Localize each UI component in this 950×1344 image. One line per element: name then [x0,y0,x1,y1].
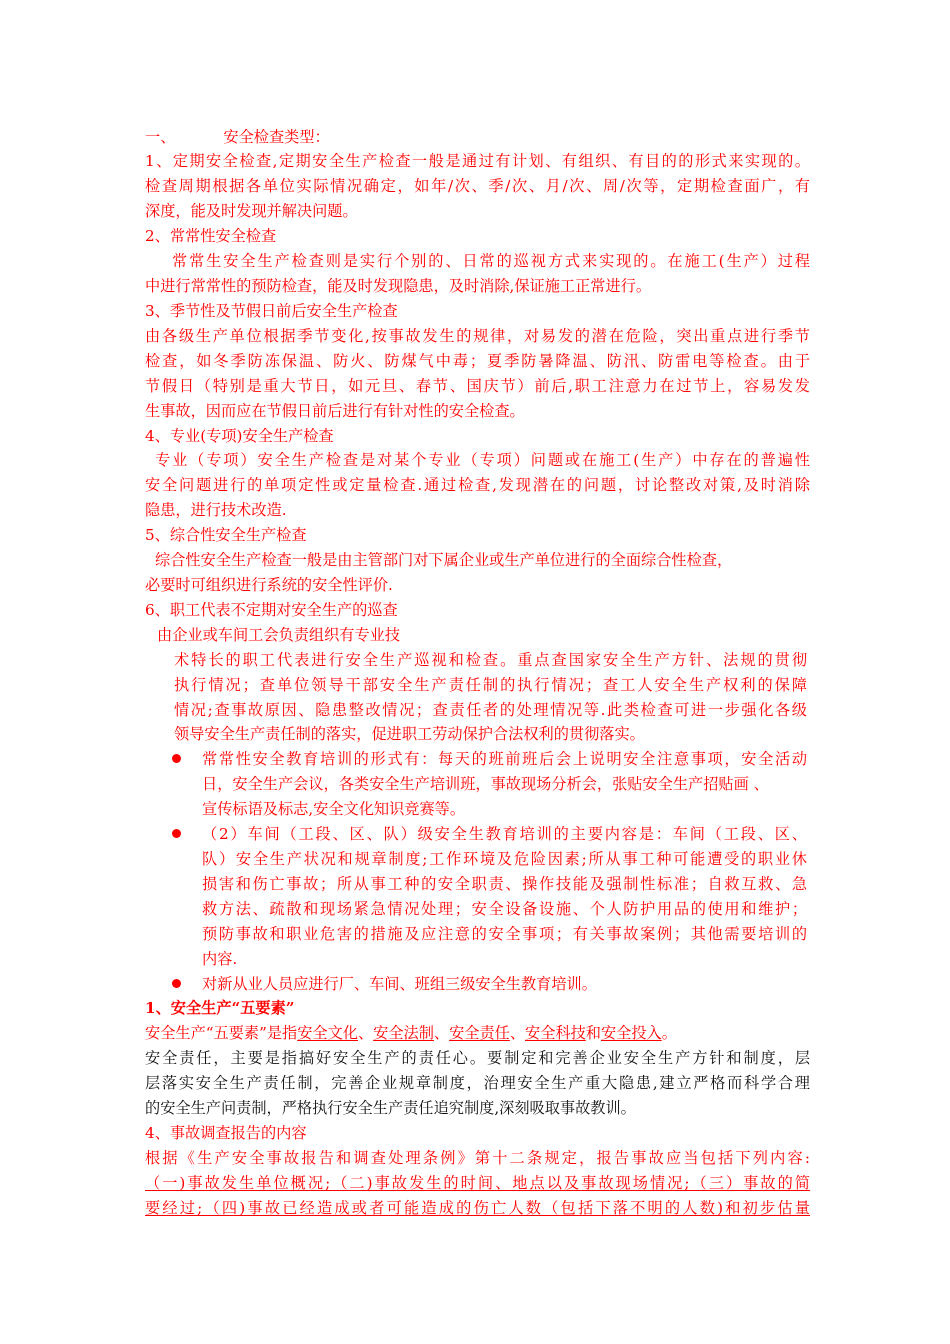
five-elements-intro [145,1023,677,1043]
bullet-1-line-3: 宣传标语及标志,安全文化知识竞赛等。 [202,800,466,818]
para-6-line-3: 执行情况；查单位领导干部安全生产责任制的执行情况；查工人安全生产权利的保障 [174,676,807,694]
period: 。 [661,1024,677,1042]
para-6-line-2: 术特长的职工代表进行安全生产巡视和检查。重点查国家安全生产方针、法规的贯彻 [174,651,807,669]
heading-6: 6、职工代表不定期对安全生产的巡查 [145,601,398,619]
para-6-line-1: 由企业或车间工会负责组织有专业技 [157,626,400,644]
responsibility-line-1: 安全责任，主要是指搞好安全生产的责任心。要制定和完善企业安全生产方针和制度，层 [145,1049,810,1067]
heading-5: 5、综合性安全生产检查 [145,526,307,544]
para-3-line-3: 节假日（特别是重大节日，如元旦、春节、国庆节）前后,职工注意力在过节上，容易发发 [145,377,810,395]
section-number: 一、 [145,128,176,146]
para-5-line-2: 必要时可组织进行系统的安全性评价. [145,576,393,594]
para-1-line-3: 深度，能及时发现并解决问题。 [145,202,358,220]
report-line-1: 根据《生产安全事故报告和调查处理条例》第十二条规定，报告事故应当包括下列内容: [145,1149,810,1167]
bullet-2-line-6: 内容. [202,950,238,968]
bullet-dot-2 [172,829,181,838]
para-3-line-4: 生事故，因而应在节假日前后进行有针对性的安全检查。 [145,402,525,420]
bullet-3-line-1: 对新从业人员应进行厂、车间、班组三级安全生教育培训。 [202,975,597,993]
para-4-line-2: 安全问题进行的单项定性或定量检查.通过检查,发现潜在的问题，讨论整改对策,及时消除 [145,476,810,494]
bullet-2-line-3: 损害和伤亡事故；所从事工种的安全职责、操作技能及强制性标准；自救互救、急 [202,875,807,893]
para-3-line-2: 检查，如冬季防冻保温、防火、防煤气中毒；夏季防暑降温、防汛、防雷电等检查。由于 [145,352,810,370]
report-line-2: （一)事故发生单位概况;（二)事故发生的时间、地点以及事故现场情况;（三）事故的简 [145,1174,810,1192]
section-title-text: 安全检查类型： [223,128,330,146]
bullet-2-line-2: 队）安全生产状况和规章制度;工作环境及危险因素;所从事工种可能遭受的职业休 [202,850,807,868]
keyword-safety-technology: 安全科技 [525,1024,586,1042]
para-3-line-1: 由各级生产单位根据季节变化,按事故发生的规律，对易发的潜在危险，突出重点进行季节 [145,327,810,345]
separator: 、 [357,1024,374,1042]
five-elements-heading: 1、安全生产“五要素” [145,999,295,1017]
report-line-3: 要经过;（四)事故已经造成或者可能造成的伤亡人数（包括下落不明的人数)和初步估量 [145,1199,810,1217]
heading-3: 3、季节性及节假日前后安全生产检查 [145,302,398,320]
para-4-line-3: 隐患，进行技术改造. [145,501,287,519]
separator: 、 [509,1024,526,1042]
responsibility-line-3: 的安全生产问责制，严格执行安全生产责任追究制度,深刻吸取事故教训。 [145,1099,636,1117]
bullet-1-line-2: 日，安全生产会议，各类安全生产培训班，事故现场分析会，张贴安全生产招贴画 、 [202,775,769,793]
separator: 、 [433,1024,450,1042]
para-6-line-5: 领导安全生产责任制的落实，促进职工劳动保护合法权利的贯彻落实。 [174,725,645,743]
keyword-safety-responsibility: 安全责任 [449,1024,510,1042]
para-4-line-1: 专业（专项）安全生产检查是对某个专业（专项）问题或在施工(生产）中存在的普遍性 [155,451,810,469]
para-5-line-1: 综合性安全生产检查一般是由主管部门对下属企业或生产单位进行的全面综合性检查， [155,551,733,569]
intro-text: 安全生产“五要素”是指 [145,1024,298,1042]
bullet-1-line-1: 常常性安全教育培训的形式有：每天的班前班后会上说明安全注意事项，安全活动 [202,750,807,768]
keyword-safety-investment: 安全投入 [600,1024,662,1042]
conjunction: 和 [585,1024,601,1042]
report-heading: 4、事故调查报告的内容 [145,1124,307,1142]
keyword-safety-culture: 安全文化 [297,1024,358,1042]
bullet-2-line-4: 救方法、疏散和现场紧急情况处理；安全设备设施、个人防护用品的使用和维护； [202,900,807,918]
bullet-dot-1 [172,754,181,763]
bullet-2-line-1: （2）车间（工段、区、队）级安全生教育培训的主要内容是：车间（工段、区、 [202,825,807,843]
keyword-safety-law: 安全法制 [373,1024,434,1042]
responsibility-line-2: 层落实安全生产责任制，完善企业规章制度，治理安全生产重大隐患,建立严格而科学合理 [145,1074,810,1092]
para-2-line-2: 中进行常常性的预防检查，能及时发现隐患，及时消除,保证施工正常进行。 [145,277,652,295]
para-6-line-4: 情况;查事故原因、隐患整改情况；查责任者的处理情况等.此类检查可进一步强化各级 [174,701,807,719]
para-1-line-2: 检查周期根据各单位实际情况确定，如年/次、季/次、月/次、周/次等，定期检查面广，有 [145,177,810,195]
para-2-line-1: 常常生安全生产检查则是实行个别的、日常的巡视方式来实现的。在施工(生产）过程 [172,252,810,270]
bullet-2-line-5: 预防事故和职业危害的措施及应注意的安全事项；有关事故案例；其他需要培训的 [202,925,807,943]
bullet-dot-3 [172,979,181,988]
heading-4: 4、专业(专项)安全生产检查 [145,427,334,445]
section-title [145,127,330,147]
heading-2: 2、常常性安全检查 [145,227,277,245]
para-1-line-1: 1、定期安全检查,定期安全生产检查一般是通过有计划、有组织、有目的的形式来实现的。 [145,152,810,170]
